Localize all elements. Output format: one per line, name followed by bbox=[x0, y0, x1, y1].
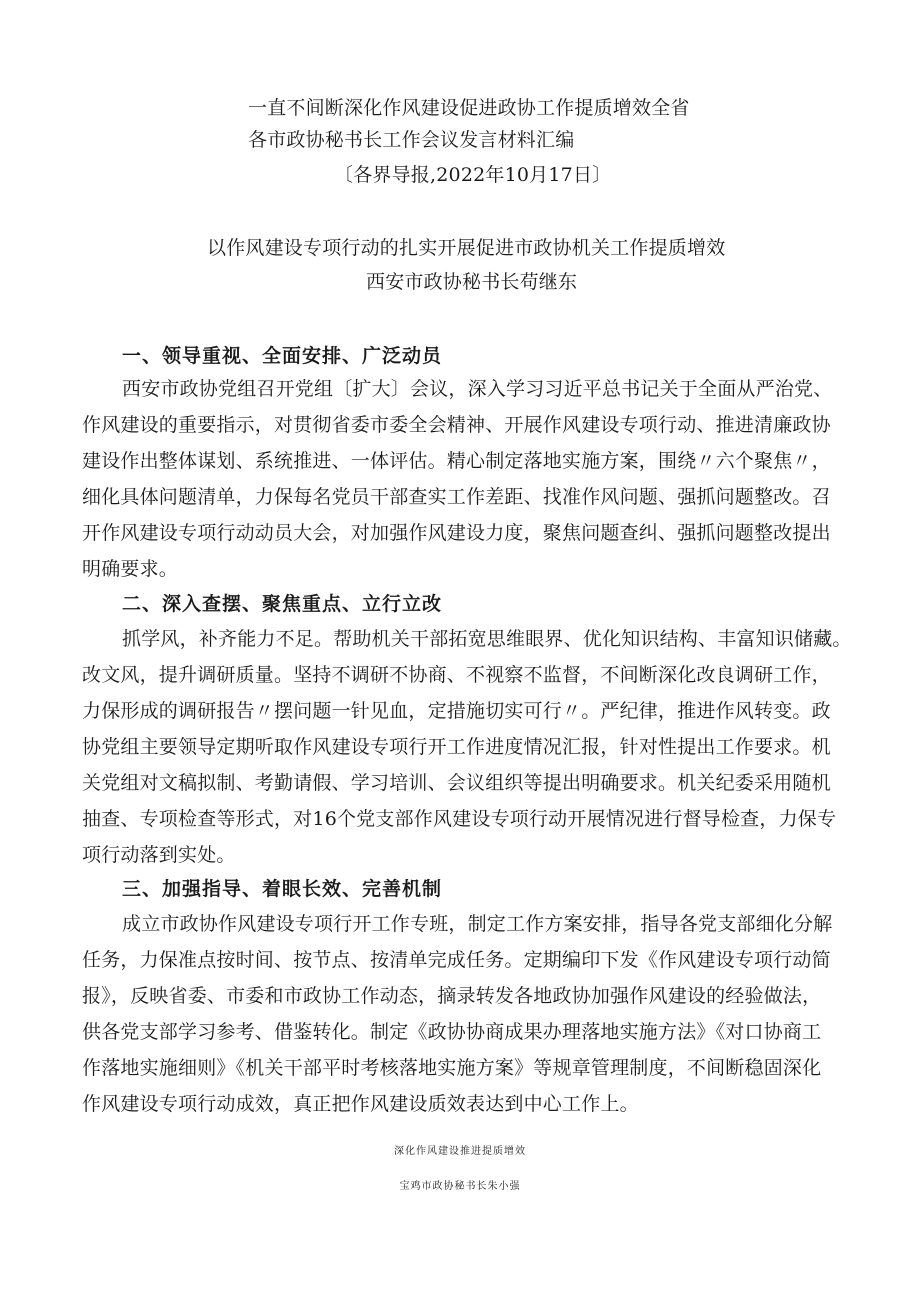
section2-line: 力保形成的调研报告〃摆问题一针见血，定措施切实可行〃。严纪律，推进作风转变。政 bbox=[82, 700, 831, 722]
section3-line: 作落地实施细则》《机关干部平时考核落地实施方案》等规章管理制度，不间断稳固深化 bbox=[82, 1057, 822, 1079]
section1-heading: 一、领导重视、全面安排、广泛动员 bbox=[122, 345, 443, 367]
article1-title: 以作风建设专项行动的扎实开展促进市政协机关工作提质增效 bbox=[207, 237, 726, 259]
section2-line: 抓学风，补齐能力不足。帮助机关干部拓宽思维眼界、优化知识结构、丰富知识储藏。 bbox=[122, 628, 852, 650]
section3-line: 任务，力保准点按时间、按节点、按清单完成任务。定期编印下发《作风建设专项行动简 bbox=[82, 949, 831, 971]
section2-line: 关党组对文稿拟制、考勤请假、学习培训、会议组织等提出明确要求。机关纪委采用随机 bbox=[82, 772, 831, 794]
doc-title-line2: 各市政协秘书长工作会议发言材料汇编 bbox=[248, 129, 575, 151]
section1-line: 明确要求。 bbox=[82, 558, 179, 580]
section1-line: 细化具体问题清单，力保每名党员干部查实工作差距、找准作风问题、强抓问题整改。召 bbox=[82, 486, 831, 508]
section3-line: 报》，反映省委、市委和市政协工作动态，摘录转发各地政协加强作风建设的经验做法， bbox=[82, 985, 822, 1007]
section3-line: 作风建设专项行动成效，真正把作风建设质效表达到中心工作上。 bbox=[82, 1093, 639, 1115]
article1-author: 西安市政协秘书长苟继东 bbox=[366, 271, 578, 293]
section2-line: 协党组主要领导定期听取作风建设专项行开工作进度情况汇报，针对性提出工作要求。机 bbox=[82, 736, 831, 758]
section3-line: 供各党支部学习参考、借鉴转化。制定《政协协商成果办理落地实施方法》《对口协商工 bbox=[82, 1021, 822, 1043]
section2-line: 项行动落到实处。 bbox=[82, 844, 236, 866]
section2-line: 抽查、专项检查等形式，对16个党支部作风建设专项行动开展情况进行督导检查，力保专 bbox=[82, 808, 837, 830]
article2-author: 宝鸡市政协秘书长朱小强 bbox=[399, 1181, 521, 1192]
section1-line: 西安市政协党组召开党组〔扩大〕会议，深入学习习近平总书记关于全面从严治党、 bbox=[122, 378, 833, 400]
section1-line: 开作风建设专项行动动员大会，对加强作风建设力度，聚焦问题查纠、强抓问题整改提出 bbox=[82, 522, 831, 544]
doc-source: 〔各界导报,2022年10月17日〕 bbox=[334, 164, 612, 186]
section2-heading: 二、深入查摆、聚焦重点、立行立改 bbox=[122, 593, 443, 615]
doc-title-line1: 一直不间断深化作风建设促进政协工作提质增效全省 bbox=[248, 97, 690, 119]
article2-title: 深化作风建设推进提质增效 bbox=[394, 1146, 526, 1157]
section2-line: 改文风，提升调研质量。坚持不调研不协商、不视察不监督，不间断深化改良调研工作， bbox=[82, 664, 831, 686]
section3-line: 成立市政协作风建设专项行开工作专班，制定工作方案安排，指导各党支部细化分解 bbox=[122, 913, 833, 935]
section3-heading: 三、加强指导、着眼长效、完善机制 bbox=[122, 878, 443, 900]
section1-line: 作风建设的重要指示，对贯彻省委市委全会精神、开展作风建设专项行动、推进清廉政协 bbox=[82, 414, 831, 436]
section1-line: 建设作出整体谋划、系统推进、一体评估。精心制定落地实施方案，围绕〃六个聚焦〃， bbox=[82, 450, 831, 472]
